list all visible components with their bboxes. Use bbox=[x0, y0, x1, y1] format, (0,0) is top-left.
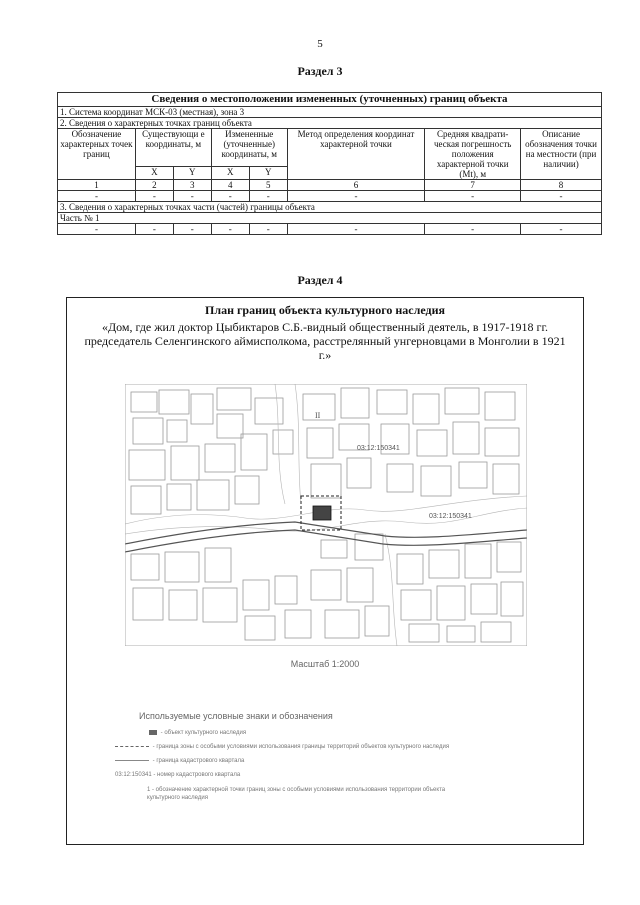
section3-title: Раздел 3 bbox=[297, 64, 343, 78]
header-y: Y bbox=[173, 166, 211, 179]
header-x: X bbox=[211, 166, 249, 179]
table-cell: - bbox=[58, 224, 136, 235]
table-row bbox=[58, 224, 602, 235]
column-number-row bbox=[58, 180, 602, 191]
map-cadastral-label: 03:12:150341 bbox=[429, 513, 472, 520]
table-cell: - bbox=[249, 191, 287, 202]
map-scale: Масштаб 1:2000 bbox=[290, 659, 360, 669]
header-existing-coords: Существующи е координаты, м bbox=[135, 129, 211, 167]
heritage-object-symbol bbox=[149, 730, 157, 735]
table-cell: 4 bbox=[211, 180, 249, 191]
table-cell: - bbox=[173, 191, 211, 202]
legend-title: Используемые условные знаки и обозначения bbox=[139, 711, 333, 721]
table-cell: 8 bbox=[521, 180, 602, 191]
zone-border-symbol bbox=[115, 746, 149, 747]
table-cell: 2 bbox=[135, 180, 173, 191]
table-cell: - bbox=[211, 224, 249, 235]
table-cell: - bbox=[135, 191, 173, 202]
legend-item-label: - граница кадастрового квартала bbox=[152, 758, 245, 764]
table-cell: - bbox=[58, 191, 136, 202]
table-cell: - bbox=[425, 191, 521, 202]
section4-title: Раздел 4 bbox=[297, 273, 343, 287]
legend-item-label: - обозначение характерной точки границ зоны с особыми условиями использования территории объекта культурного наследия bbox=[147, 787, 446, 801]
page-number: 5 bbox=[317, 38, 323, 50]
table-cell: 3 bbox=[173, 180, 211, 191]
table-cell: - bbox=[521, 224, 602, 235]
map-roman-label: II bbox=[315, 411, 321, 420]
part-label: Часть № 1 bbox=[58, 213, 602, 224]
legend-item-label: - номер кадастрового квартала bbox=[153, 772, 241, 778]
header-x: X bbox=[135, 166, 173, 179]
coord-system-line: 1. Система координат МСК-03 (местная), зона 3 bbox=[58, 107, 602, 118]
table-cell: - bbox=[249, 224, 287, 235]
table-cell: 6 bbox=[287, 180, 425, 191]
legend-item-heritage bbox=[149, 730, 246, 736]
cadastral-map bbox=[125, 384, 527, 646]
header-error: Средняя квадрати-ческая погрешность положения характерной точки (Mt), м bbox=[425, 129, 521, 180]
table-cell: - bbox=[211, 191, 249, 202]
table-cell: - bbox=[135, 224, 173, 235]
table-cell: 7 bbox=[425, 180, 521, 191]
coordinates-table bbox=[57, 92, 602, 235]
legend-item-quarter-border bbox=[115, 758, 244, 764]
table-cell: - bbox=[287, 191, 425, 202]
legend-item-quarter-number bbox=[115, 772, 240, 778]
legend-item-zone-border bbox=[115, 744, 449, 750]
legend-item-point bbox=[147, 786, 477, 802]
table-heading: Сведения о местоположении измененных (уточненных) границ объекта bbox=[58, 93, 602, 107]
header-y: Y bbox=[249, 166, 287, 179]
quarter-border-symbol bbox=[115, 760, 149, 761]
plan-frame bbox=[66, 297, 584, 845]
header-changed-coords: Измененные (уточненные) координаты, м bbox=[211, 129, 287, 167]
table-row bbox=[58, 191, 602, 202]
table-cell: - bbox=[425, 224, 521, 235]
table-cell: - bbox=[287, 224, 425, 235]
table-cell: - bbox=[173, 224, 211, 235]
plan-subtitle: «Дом, где жил доктор Цыбиктаров С.Б.-видный общественный деятель, в 1917-1918 гг. председатель Селенгинского аймисполкома, расстрелянный унгерновцами в Монголии в 1921 г.» bbox=[84, 320, 566, 362]
table-cell: - bbox=[521, 191, 602, 202]
points-info-line: 2. Сведения о характерных точках границ объекта bbox=[58, 118, 602, 129]
header-method: Метод определения координат характерной точки bbox=[287, 129, 425, 180]
legend-point-number: 1 bbox=[147, 787, 151, 793]
table-cell: 5 bbox=[249, 180, 287, 191]
part-points-line: 3. Сведения о характерных точках части (частей) границы объекта bbox=[58, 202, 602, 213]
map-cadastral-label: 03:12:150341 bbox=[357, 445, 400, 452]
table-cell: 1 bbox=[58, 180, 136, 191]
header-designation: Обозначение характерных точек границ bbox=[58, 129, 136, 180]
legend-item-label: - объект культурного наследия bbox=[160, 730, 247, 737]
legend-item-label: - граница зоны с особыми условиями использования границы территорий объектов культурного наследия bbox=[152, 744, 450, 750]
plan-title: План границ объекта культурного наследия bbox=[205, 303, 445, 317]
legend-code: 03:12:150341 bbox=[115, 772, 152, 778]
header-description: Описание обозначения точки на местности (при наличии) bbox=[521, 129, 602, 180]
